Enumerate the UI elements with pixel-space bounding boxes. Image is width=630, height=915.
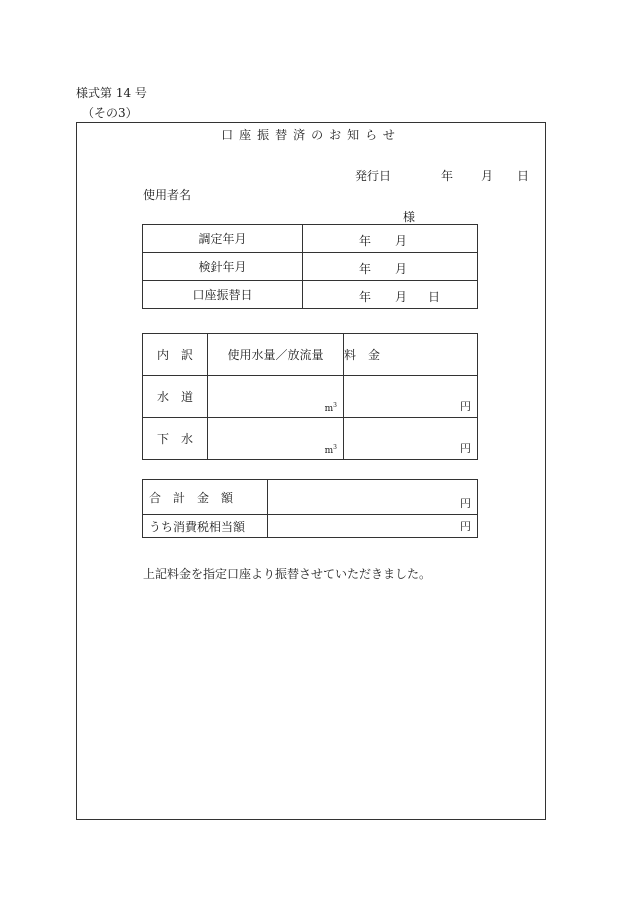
table-row — [143, 515, 478, 538]
consumption-tax-field — [268, 515, 478, 538]
issue-day-label: 日 — [517, 169, 530, 183]
meter-reading-month-field — [303, 253, 478, 281]
year-label: 年 — [359, 234, 372, 248]
total-amount-label: 合 計 金 額 — [143, 480, 268, 515]
period-table — [142, 224, 478, 309]
table-row — [143, 281, 478, 309]
month-label: 月 — [395, 262, 408, 276]
table-row — [143, 225, 478, 253]
honorific: 様 — [403, 210, 416, 224]
assessment-month-field — [303, 225, 478, 253]
breakdown-table — [142, 333, 478, 460]
header-item: 内 訳 — [143, 334, 208, 376]
transfer-date-field — [303, 281, 478, 309]
table-row — [143, 418, 478, 460]
table-row — [143, 376, 478, 418]
unit-cubic-meter: $m^3$ — [324, 444, 337, 456]
table-row — [143, 480, 478, 515]
unit-yen: 円 — [460, 497, 471, 510]
month-label: 月 — [395, 234, 408, 248]
header-usage: 使用水量／放流量 — [208, 334, 344, 376]
transfer-date-label: 口座振替日 — [143, 281, 303, 309]
unit-yen: 円 — [460, 520, 471, 533]
total-amount-field — [268, 480, 478, 515]
total-table — [142, 479, 478, 538]
consumption-tax-label: うち消費税相当額 — [143, 515, 268, 538]
user-name-label: 使用者名 — [143, 188, 192, 202]
meter-reading-month-label: 検針年月 — [143, 253, 303, 281]
notice-title: 口座振替済のお知らせ — [221, 128, 401, 142]
form-subnumber: （その3） — [82, 106, 138, 120]
sewer-usage — [208, 418, 344, 460]
sewer-label: 下 水 — [143, 418, 208, 460]
unit-yen: 円 — [460, 400, 471, 413]
sewer-fee — [344, 418, 478, 460]
water-supply-fee — [344, 376, 478, 418]
issue-month-label: 月 — [481, 169, 494, 183]
year-label: 年 — [359, 290, 372, 304]
water-supply-label: 水 道 — [143, 376, 208, 418]
closing-text: 上記料金を指定口座より振替させていただきました。 — [143, 567, 432, 581]
year-label: 年 — [359, 262, 372, 276]
assessment-month-label: 調定年月 — [143, 225, 303, 253]
form-number: 様式第 14 号 — [76, 86, 147, 100]
issue-date-label: 発行日 — [355, 169, 392, 183]
table-row — [143, 253, 478, 281]
unit-yen: 円 — [460, 442, 471, 455]
day-label: 日 — [428, 290, 441, 304]
month-label: 月 — [395, 290, 408, 304]
table-header-row — [143, 334, 478, 376]
issue-year-label: 年 — [441, 169, 454, 183]
unit-cubic-meter: $m^3$ — [324, 402, 337, 414]
header-fee: 料 金 — [344, 334, 478, 376]
water-supply-usage — [208, 376, 344, 418]
